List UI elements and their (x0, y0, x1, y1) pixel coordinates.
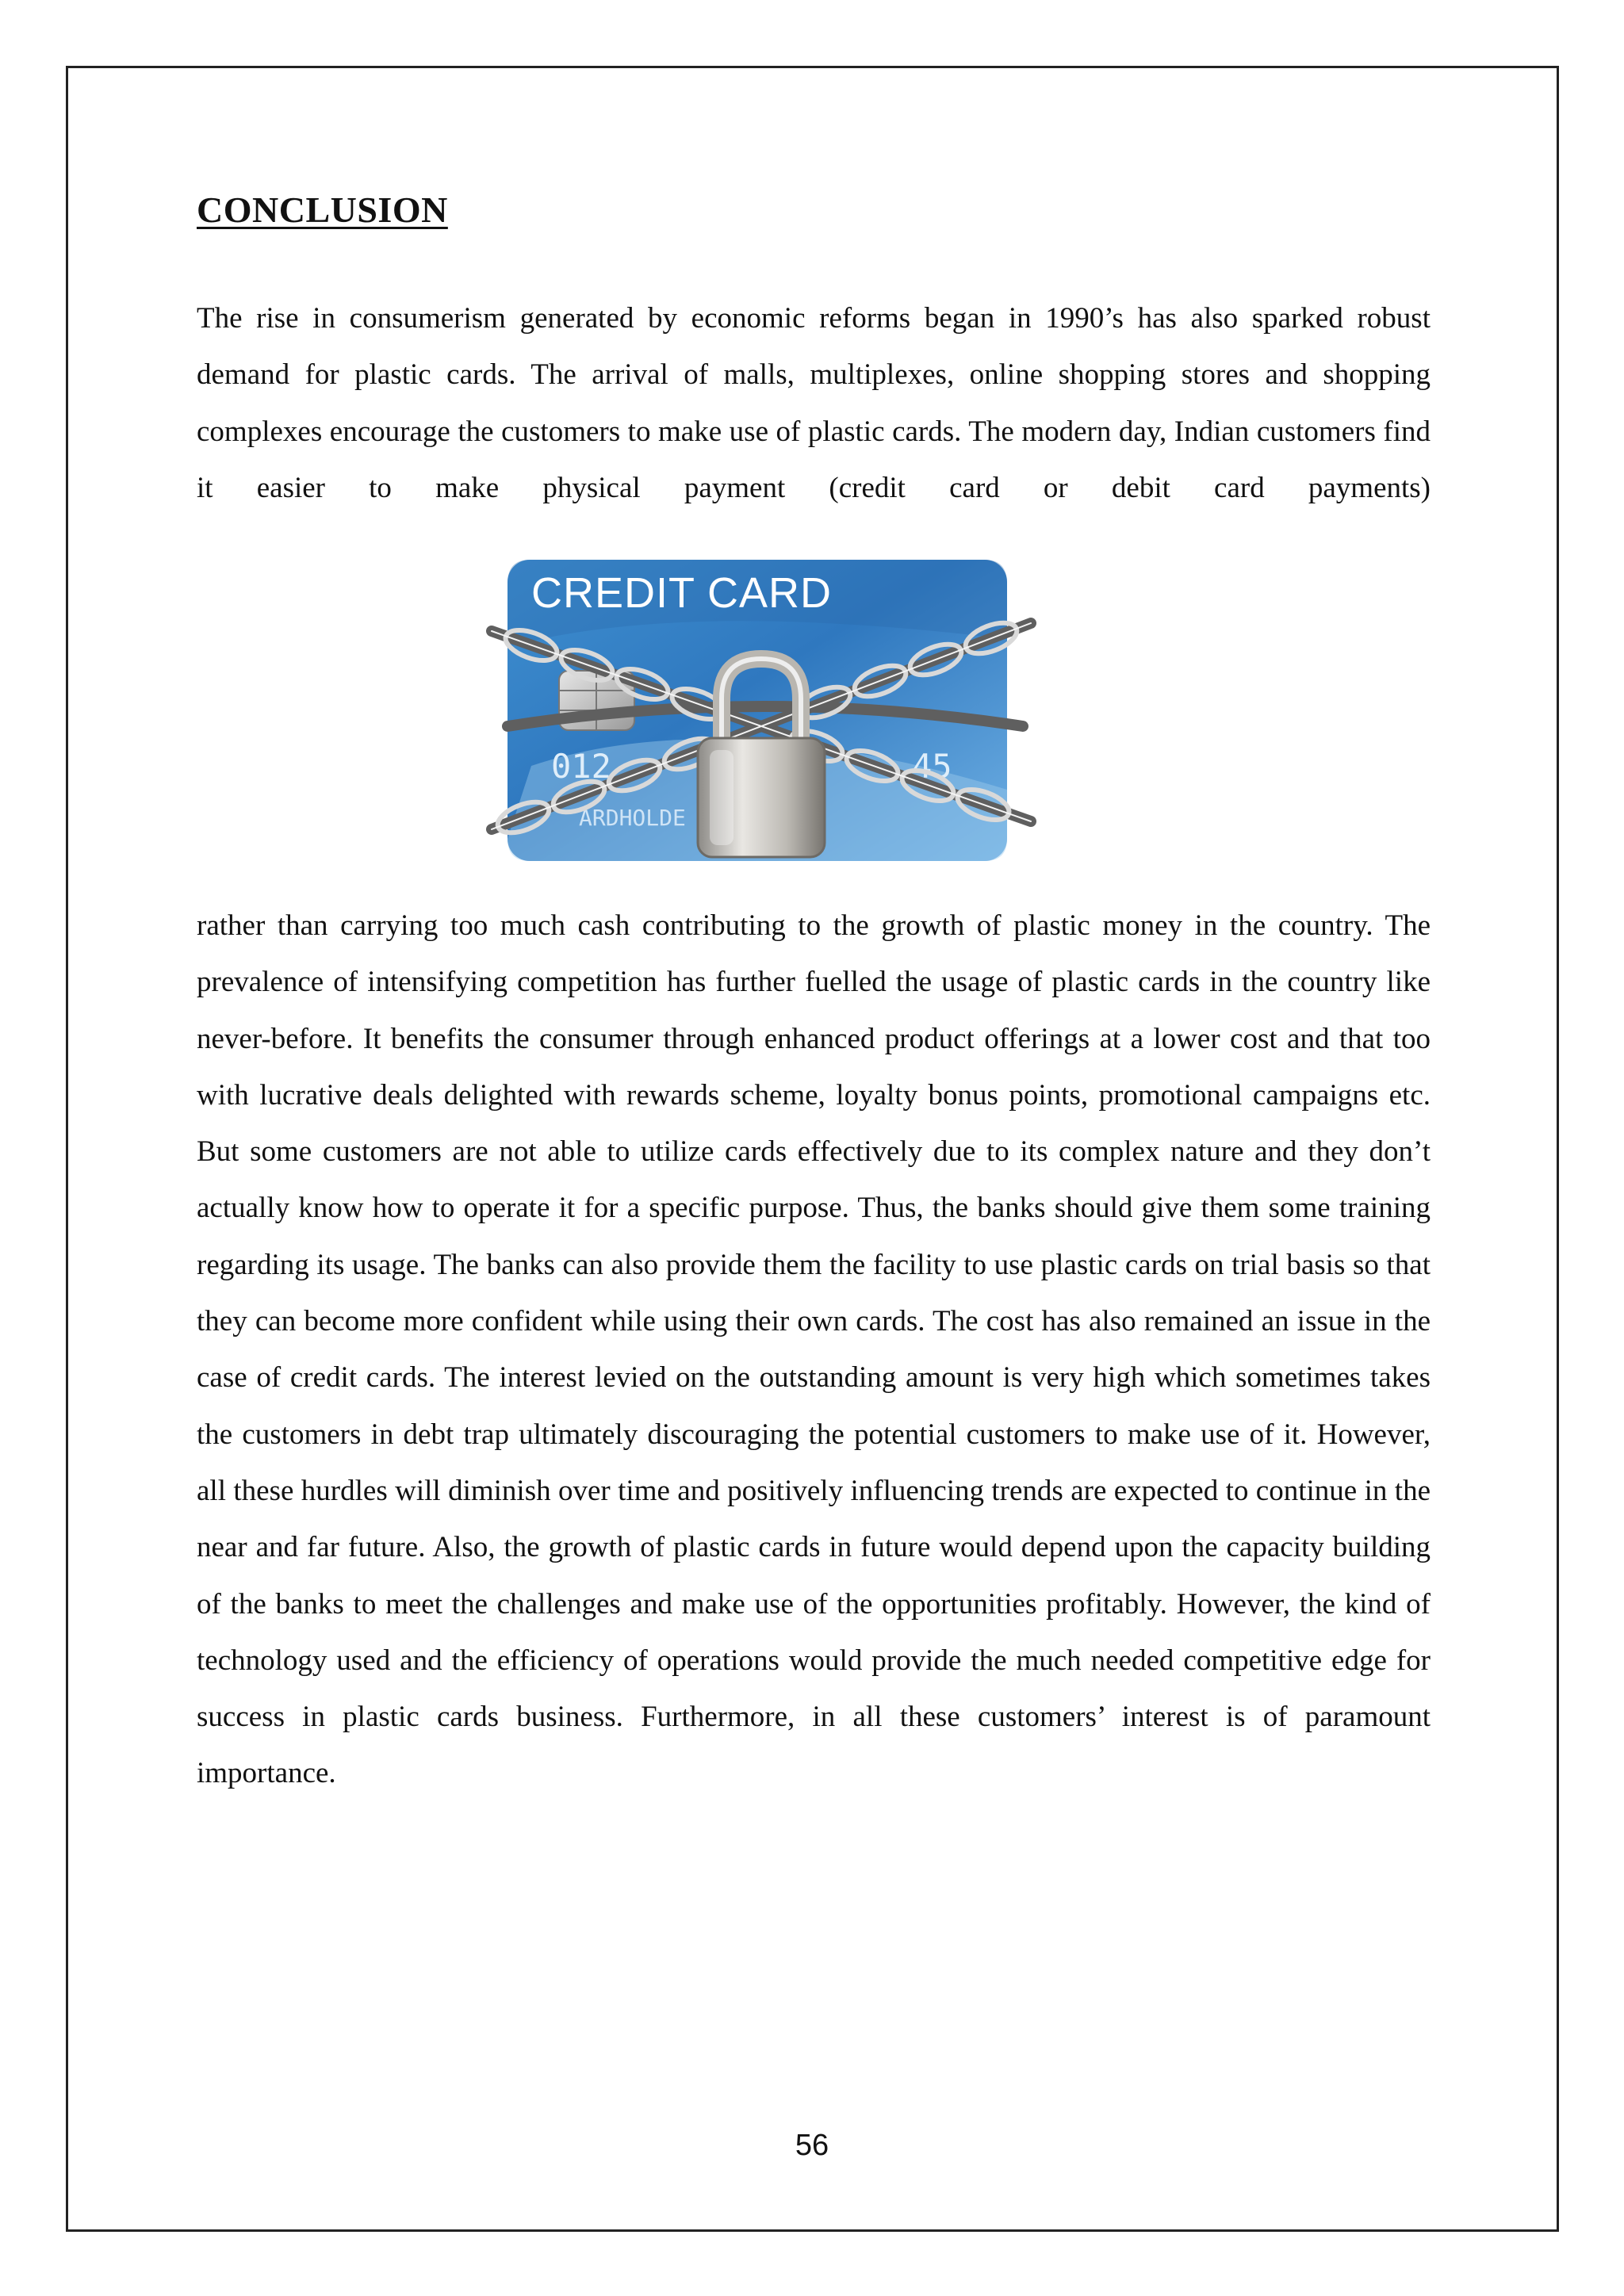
paragraph-continued: rather than carrying too much cash contributing to the growth of plastic money in the country. The prevalence of intensifying competition has further fuelled the usage of plastic cards in the country like never-before. It benefits the consumer through enhanced product offerings at a lower cost and that too with lucrative deals delighted with rewards scheme, loyalty bonus points, promotional campaigns etc. But some customers are not able to utilize cards effectively due to its complex nature and they don’t actually know how to operate it for a specific purpose. Thus, the banks should give them some training regarding its usage. The banks can also provide them the facility to use plastic cards on trial basis so that they can become more confident while using their own cards. The cost has also remained an issue in the case of credit cards. The interest levied on the outstanding amount is very high which sometimes takes the customers in debt trap ultimately discouraging the potential customers to make use of it. However, all these hurdles will diminish over time and positively influencing trends are expected to continue in the near and far future. Also, the growth of plastic cards in future would depend upon the capacity building of the banks to meet the challenges and make use of the opportunities profitably. However, the kind of technology used and the efficiency of operations would provide the much needed competitive edge for success in plastic cards business. Furthermore, in all these customers’ interest is of paramount importance. (197, 909, 1431, 1790)
credit-card-locked-image (484, 528, 1039, 877)
credit-card-chain-illustration (484, 528, 1039, 877)
cardholder-fragment: ARDHOLDE (579, 805, 686, 831)
card-title: CREDIT CARD (531, 569, 833, 617)
paragraph-intro: The rise in consumerism generated by economic reforms began in 1990’s has also sparked robust demand for plastic cards. The arrival of malls, multiplexes, online shopping stores and shopping complexes encourage the customers to make use of plastic cards. The modern day, Indian customers find it easier to make physical payment (credit card or debit card payments) (197, 302, 1431, 504)
card-number-fragment-left: 012 (551, 747, 611, 786)
page-number: 56 (795, 2129, 829, 2162)
section-heading: CONCLUSION (197, 189, 448, 230)
card-number-fragment-right: 45 (912, 747, 952, 786)
